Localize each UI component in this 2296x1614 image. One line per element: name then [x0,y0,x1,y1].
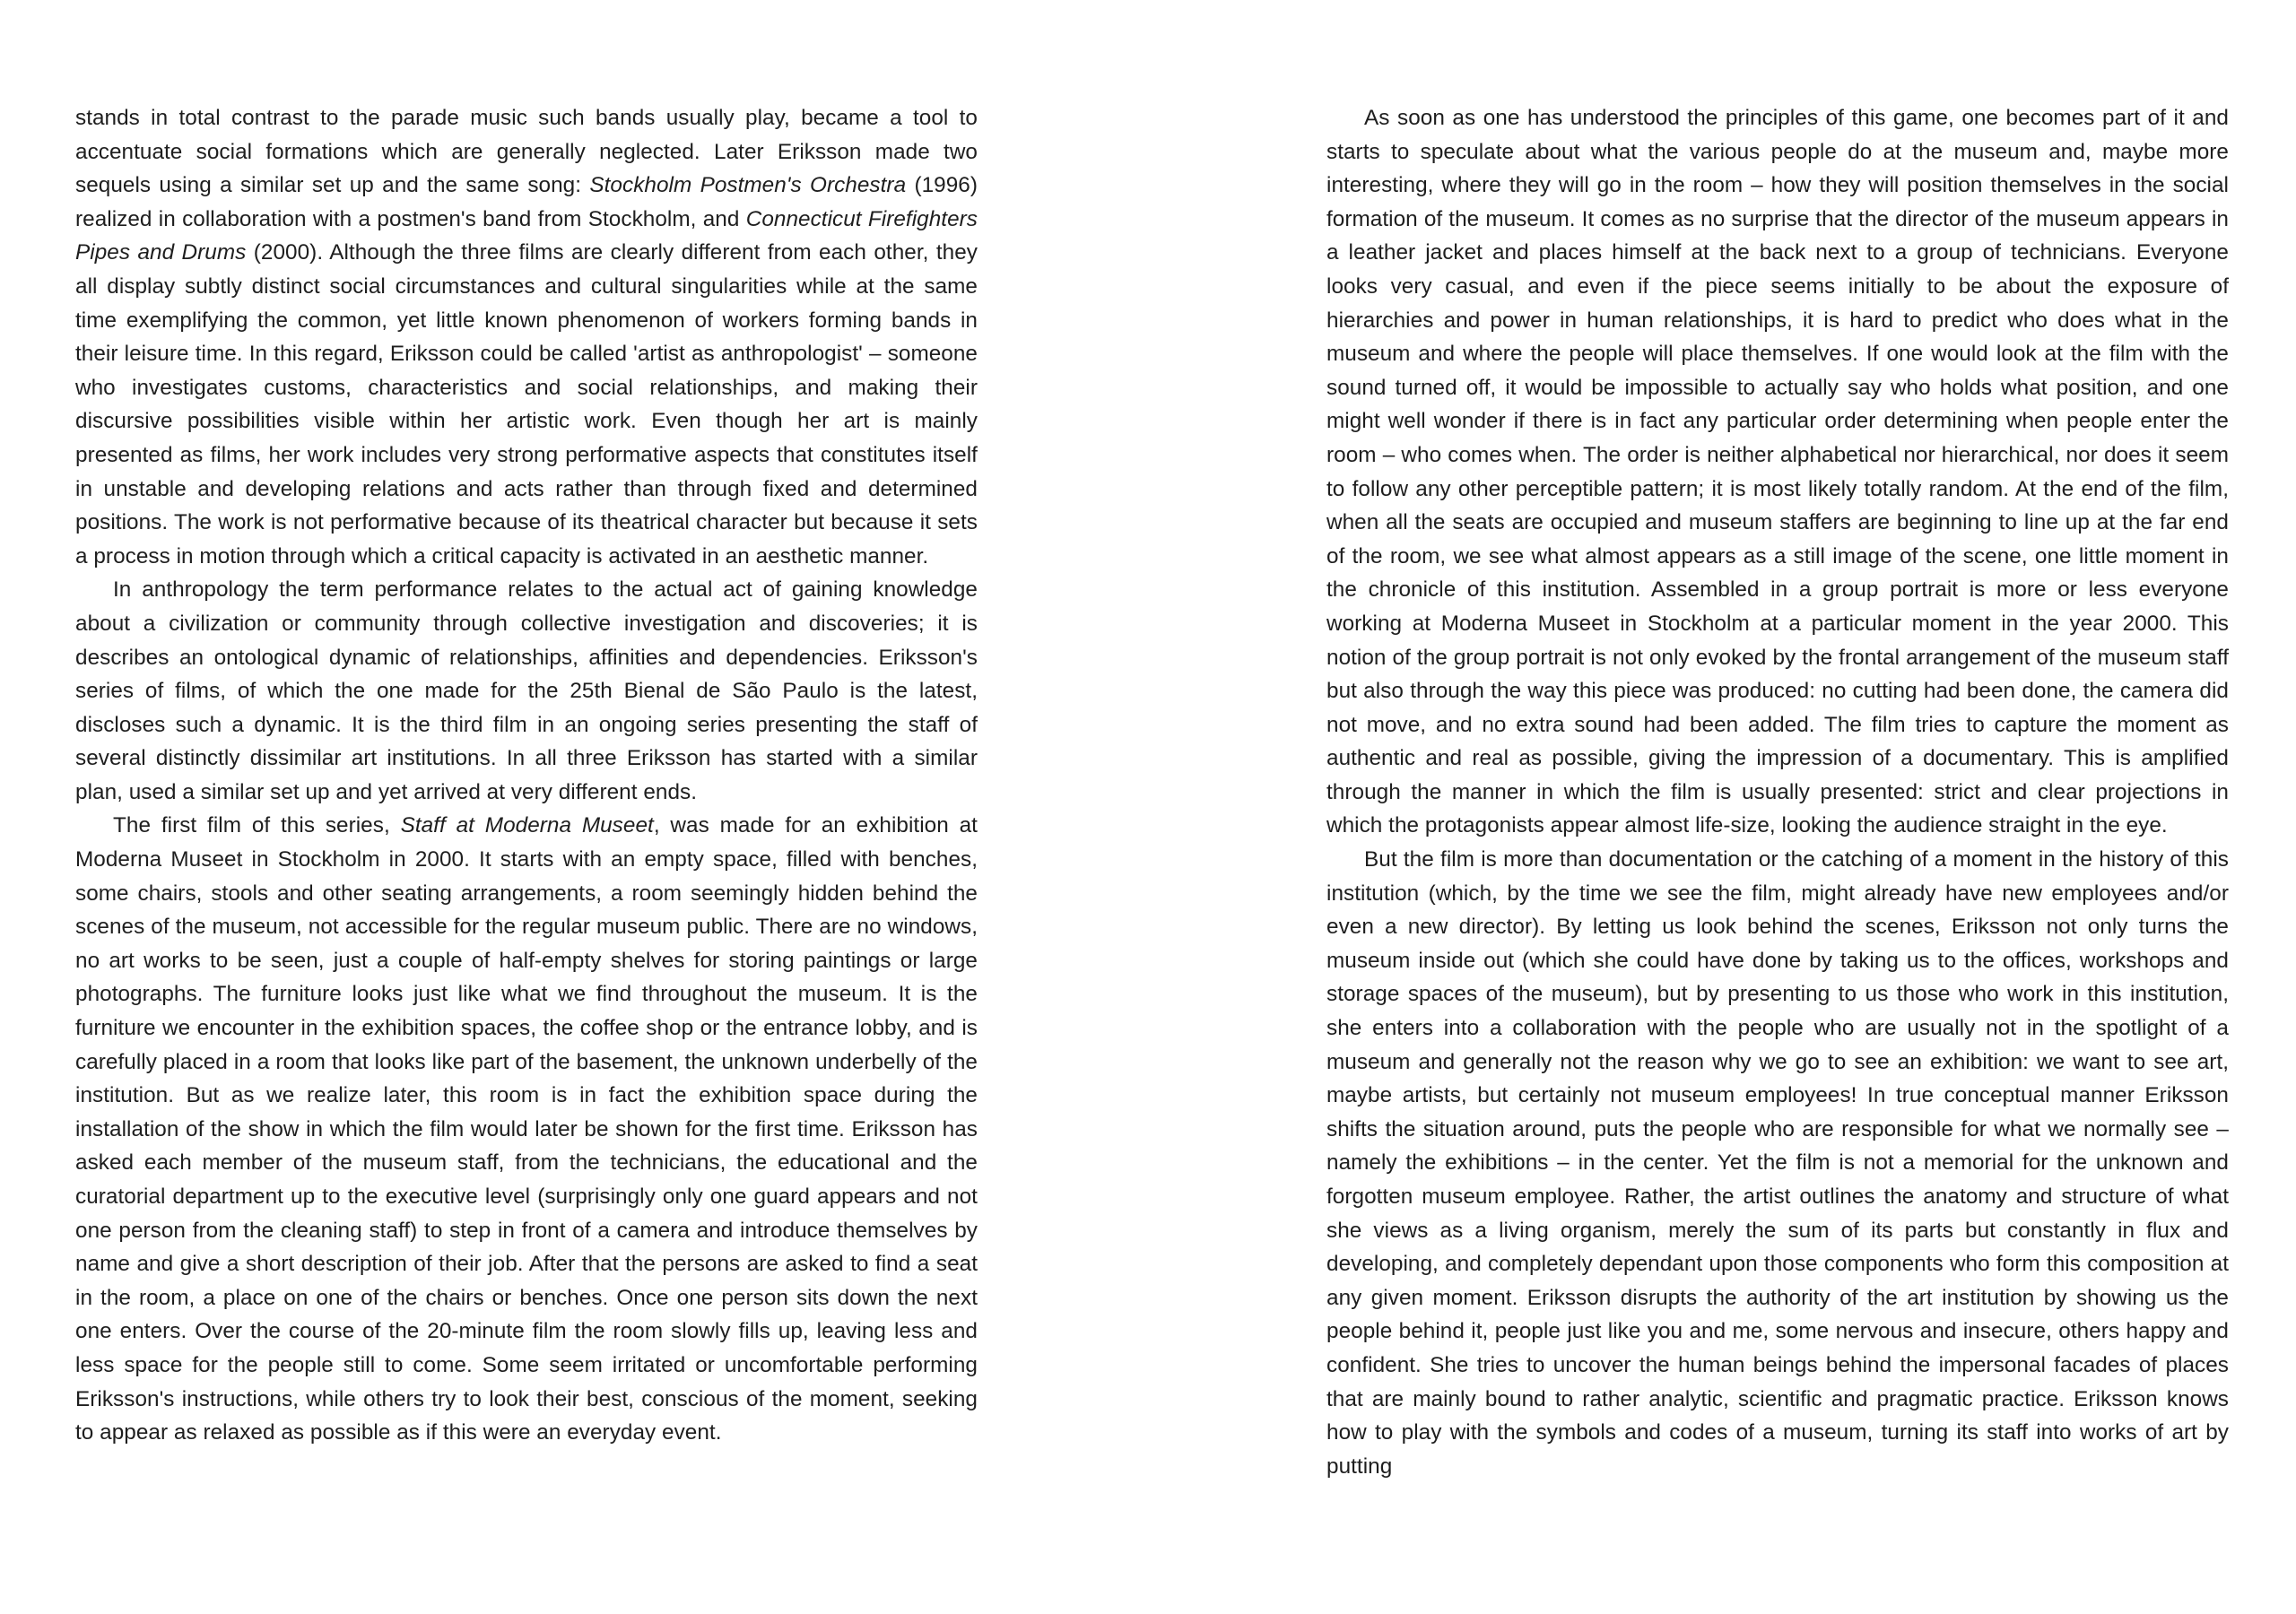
film-title: Staff at Moderna Museet [400,813,654,838]
text-run: (2000). Although the three films are clearly different from each other, they all display subtly distinct social circumstances and cultural singularities while at the same time exemplifying the common, yet little known phenomenon of workers forming bands in their leisure time. In this regard, Eriksson could be called 'artist as anthropologist' – someone who investigates customs, characteristics and social relationships, and making their discursive possibilities visible within her artistic work. Even though her art is mainly presented as films, her work includes very strong performative aspects that constitutes itself in unstable and developing relations and acts rather than through fixed and determined positions. The work is not performative because of its theatrical character but because it sets a process in motion through which a critical capacity is activated in an aesthetic manner. [75,240,978,568]
right-paragraph-1: As soon as one has understood the principles of this game, one becomes part of it and starts to speculate about what the various people do at the museum and, maybe more interesting, where they will go in the room – how they will position themselves in the social formation of the museum. It comes as no surprise that the director of the museum appears in a leather jacket and places himself at the back next to a group of technicians. Everyone looks very casual, and even if the piece seems initially to be about the exposure of hierarchies and power in human relationships, it is hard to predict who does what in the museum and where the people will place themselves. If one would look at the film with the sound turned off, it would be impossible to actually say who holds what position, and one might well wonder if there is in fact any particular order determining when people enter the room – who comes when. The order is neither alphabetical nor hierarchical, nor does it seem to follow any other perceptible pattern; it is most likely totally random. At the end of the film, when all the seats are occupied and museum staffers are beginning to line up at the far end of the room, we see what almost appears as a still image of the scene, one little moment in the chronicle of this institution. Assembled in a group portrait is more or less everyone working at Moderna Museet in Stockholm at a particular moment in the year 2000. This notion of the group portrait is not only evoked by the frontal arrangement of the museum staff but also through the way this piece was produced: no cutting had been done, the camera did not move, and no extra sound had been added. The film tries to capture the moment as authentic and real as possible, giving the impression of a documentary. This is amplified through the manner in which the film is usually presented: strict and clear projections in which the protagonists appear almost life-size, looking the audience straight in the eye. [1326,106,2229,838]
left-paragraph-2: In anthropology the term performance relates to the actual act of gaining knowledge about a civilization or community through collective investigation and discoveries; it is describes an ontological dynamic of relationships, affinities and dependencies. Eriksson's series of films, of which the one made for the 25th Bienal de São Paulo is the latest, discloses such a dynamic. It is the third film in an ongoing series presenting the staff of several distinctly dissimilar art institutions. In all three Eriksson has started with a similar plan, used a similar set up and yet arrived at very different ends. [75,577,978,804]
left-paragraph-1 [75,101,978,573]
film-title: Stockholm Postmen's Orchestra [589,173,907,198]
text-run: , was made for an exhibition at Moderna Museet in Stockholm in 2000. It starts with an empty space, filled with benches, some chairs, stools and other seating arrangements, a room seemingly hidden behind the scenes of the museum, not accessible for the regular museum public. There are no windows, no art works to be seen, just a couple of half-empty shelves for storing paintings or large photographs. The furniture looks just like what we find throughout the museum. It is the furniture we encounter in the exhibition spaces, the coffee shop or the entrance lobby, and is carefully placed in a room that looks like part of the basement, the unknown underbelly of the institution. But as we realize later, this room is in fact the exhibition space during the installation of the show in which the film would later be shown for the first time. Eriksson has asked each member of the museum staff, from the technicians, the educational and the curatorial department up to the executive level (surprisingly only one guard appears and not one person from the cleaning staff) to step in front of a camera and introduce themselves by name and give a short description of their job. After that the persons are asked to find a seat in the room, a place on one of the chairs or benches. Once one person sits down the next one enters. Over the course of the 20-minute film the room slowly fills up, leaving less and less space for the people still to come. Some seem irritated or uncomfortable performing Eriksson's instructions, while others try to look their best, conscious of the moment, seeking to appear as relaxed as possible as if this were an everyday event. [75,813,978,1445]
left-page [75,101,978,1614]
text-run: The first film of this series, [113,813,401,838]
text-run: stands in total contrast to the parade music such bands usually play, became a tool to accentuate social formations which are generally neglected. Later Eriksson made two sequels using a similar set up and the same song: [75,106,978,198]
right-page [1326,101,2229,1614]
right-paragraph-2: But the film is more than documentation or the catching of a moment in the history of this institution (which, by the time we see the film, might already have new employees and/or even a new director). By letting us look behind the scenes, Eriksson not only turns the museum inside out (which she could have done by taking us to the offices, workshops and storage spaces of the museum), but by presenting to us those who work in this institution, she enters into a collaboration with the people who are usually not in the spotlight of a museum and generally not the reason why we go to see an exhibition: we want to see art, maybe artists, but certainly not museum employees! In true conceptual manner Eriksson shifts the situation around, puts the people who are responsible for what we normally see – namely the exhibitions – in the center. Yet the film is not a memorial for the unknown and forgotten museum employee. Rather, the artist outlines the anatomy and structure of what she views as a living organism, merely the sum of its parts but constantly in flux and developing, and completely dependant upon those components who form this composition at any given moment. Eriksson disrupts the authority of the art institution by showing us the people behind it, people just like you and me, some nervous and insecure, others happy and confident. She tries to uncover the human beings behind the impersonal facades of places that are mainly bound to rather analytic, scientific and pragmatic practice. Eriksson knows how to play with the symbols and codes of a museum, turning its staff into works of art by putting [1326,847,2229,1479]
film-title: Connecticut Firefighters Pipes and Drums [75,206,978,265]
text-run: (1996) realized in collaboration with a postmen's band from Stockholm, and [75,173,978,231]
left-paragraph-3 [75,809,978,1449]
